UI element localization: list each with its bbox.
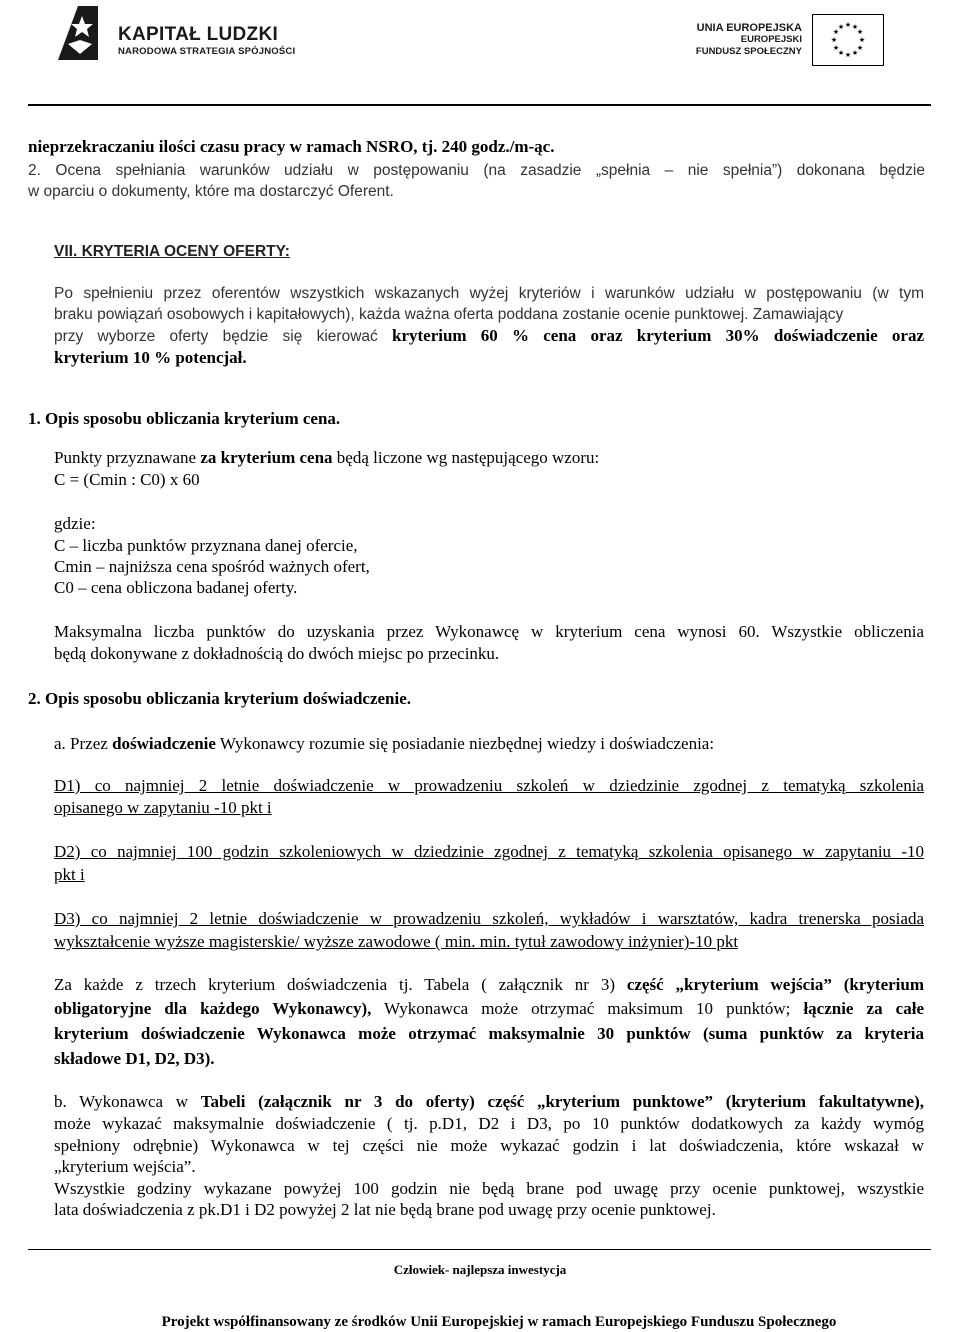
eu-label-line1: UNIA EUROPEJSKA	[696, 22, 802, 34]
criterion-d2: pkt i	[54, 865, 85, 884]
paragraph-line: przy wyborze oferty będzie się kierować kryterium 60 % cena oraz kryterium 30% doświadczenie oraz	[54, 326, 925, 345]
section-heading-experience: 2. Opis sposobu obliczania kryterium doświadczenie.	[28, 689, 412, 708]
kapital-ludzki-subtitle: NARODOWA STRATEGIA SPÓJNOŚCI	[118, 46, 296, 57]
footer-divider	[28, 1249, 931, 1250]
paragraph-line: nieprzekraczaniu ilości czasu pracy w ramach NSRO, tj. 240 godz./m-ąc.	[28, 137, 555, 156]
paragraph-line: Za każde z trzech kryterium doświadczenia tj. Tabela ( załącznik nr 3) część „kryterium wejścia” (kryterium	[54, 975, 925, 994]
paragraph-line: spełniony odrębnie) Wykonawca w tej części nie może wykazać godzin i lat doświadczenia, które wskazał w	[54, 1136, 924, 1155]
kapital-ludzki-title: KAPITAŁ LUDZKI	[118, 24, 279, 45]
svg-text:★: ★	[856, 28, 864, 36]
paragraph-line: braku powiązań osobowych i kapitałowych), każda ważna oferta poddana zostanie ocenie punktowej. Zamawiający	[54, 306, 844, 323]
paragraph-line: 2. Ocena spełniania warunków udziału w postępowaniu (na zasadzie „spełnia – nie spełnia”) dokonana będzie	[28, 162, 925, 179]
footer-motto: Człowiek- najlepsza inwestycja	[393, 1262, 567, 1277]
paragraph-line: będą dokonywane z dokładnością do dwóch miejsc po przecinku.	[54, 644, 500, 663]
section-heading-vii: VII. KRYTERIA OCENY OFERTY:	[54, 243, 290, 260]
paragraph-line: Wszystkie godziny wykazane powyżej 100 godzin nie będą brane pod uwagę przy ocenie punktowej, wszystkie	[54, 1179, 924, 1198]
paragraph-line: może wykazać maksymalnie doświadczenie ( tj. p.D1, D2 i D3, po 10 punktów dodatkowych za każdy wymóg	[54, 1114, 924, 1133]
kapital-ludzki-logo-icon	[56, 4, 100, 62]
paragraph-line: Cmin – najniższa cena spośród ważnych ofert,	[54, 557, 370, 576]
page-header	[0, 0, 960, 80]
svg-text:★: ★	[832, 28, 840, 36]
paragraph-line: Po spełnieniu przez oferentów wszystkich wskazanych wyżej kryteriów i warunków udziału w postępowaniu (w tym	[54, 285, 924, 302]
criterion-d1: opisanego w zapytaniu -10 pkt i	[54, 798, 272, 817]
paragraph-line: C – liczba punktów przyznana danej ofercie,	[54, 536, 358, 555]
svg-text:★: ★	[830, 36, 838, 44]
footer-project-note: Projekt współfinansowany ze środków Unii Europejskiej w ramach Europejskiego Funduszu Społecznego	[161, 1314, 837, 1330]
paragraph-line: gdzie:	[54, 514, 96, 533]
section-heading-price: 1. Opis sposobu obliczania kryterium cena.	[28, 409, 341, 428]
header-divider	[28, 104, 931, 106]
paragraph-line: kryterium doświadczenie Wykonawca może otrzymać maksymalnie 30 punktów (suma punktów za kryteria	[54, 1024, 924, 1043]
paragraph-line: składowe D1, D2, D3).	[54, 1049, 215, 1068]
paragraph-line: kryterium 10 % potencjał.	[54, 348, 247, 367]
criterion-d3: wykształcenie wyższe magisterskie/ wyższe zawodowe ( min. min. tytuł zawodowy inżynier)-10 pkt	[54, 932, 739, 951]
criterion-d2: D2) co najmniej 100 godzin szkoleniowych w dziedzinie zgodnej z tematyką szkolenia opisanego w zapytaniu -10	[54, 842, 924, 861]
svg-text:★: ★	[837, 23, 845, 31]
svg-text:★: ★	[851, 49, 859, 57]
paragraph-line: lata doświadczenia z pk.D1 i D2 powyżej 2 lat nie będą brane pod uwagę przy ocenie punktowej.	[54, 1200, 716, 1219]
svg-text:★: ★	[832, 44, 840, 52]
svg-text:★: ★	[844, 21, 852, 29]
paragraph-line: obligatoryjne dla każdego Wykonawcy), Wykonawca może otrzymać maksimum 10 punktów; łącznie za całe	[54, 999, 924, 1018]
formula: C = (Cmin : C0) x 60	[54, 470, 200, 489]
paragraph-line: Maksymalna liczba punktów do uzyskania przez Wykonawcę w kryterium cena wynosi 60. Wszystkie obliczenia	[54, 622, 924, 641]
paragraph-line: C0 – cena obliczona badanej oferty.	[54, 578, 298, 597]
eu-label	[696, 22, 802, 58]
criterion-d1: D1) co najmniej 2 letnie doświadczenie w prowadzeniu szkoleń w dziedzinie zgodnej z tematyką szkolenia	[54, 776, 924, 795]
svg-text:★: ★	[858, 36, 866, 44]
eu-label-line3: FUNDUSZ SPOŁECZNY	[695, 46, 802, 57]
svg-text:★: ★	[837, 49, 845, 57]
paragraph-line: w oparciu o dokumenty, które ma dostarczyć Oferent.	[28, 183, 394, 200]
eu-flag-icon	[812, 14, 884, 66]
criterion-d3: D3) co najmniej 2 letnie doświadczenie w prowadzeniu szkoleń, wykładów i warsztatów, kadra trenerska posiada	[54, 909, 924, 928]
svg-text:★: ★	[856, 44, 864, 52]
paragraph-line: b. Wykonawca w Tabeli (załącznik nr 3 do oferty) część „kryterium punktowe” (kryterium fakultatywne),	[54, 1092, 924, 1111]
eu-label-line2: EUROPEJSKI	[740, 34, 802, 45]
paragraph-line: a. Przez doświadczenie Wykonawcy rozumie się posiadanie niezbędnej wiedzy i doświadczenia:	[54, 734, 715, 753]
paragraph-line: Punkty przyznawane za kryterium cena będą liczone wg następującego wzoru:	[54, 448, 600, 467]
svg-text:★: ★	[844, 51, 852, 59]
svg-text:★: ★	[851, 23, 859, 31]
paragraph-line: „kryterium wejścia”.	[54, 1157, 196, 1176]
